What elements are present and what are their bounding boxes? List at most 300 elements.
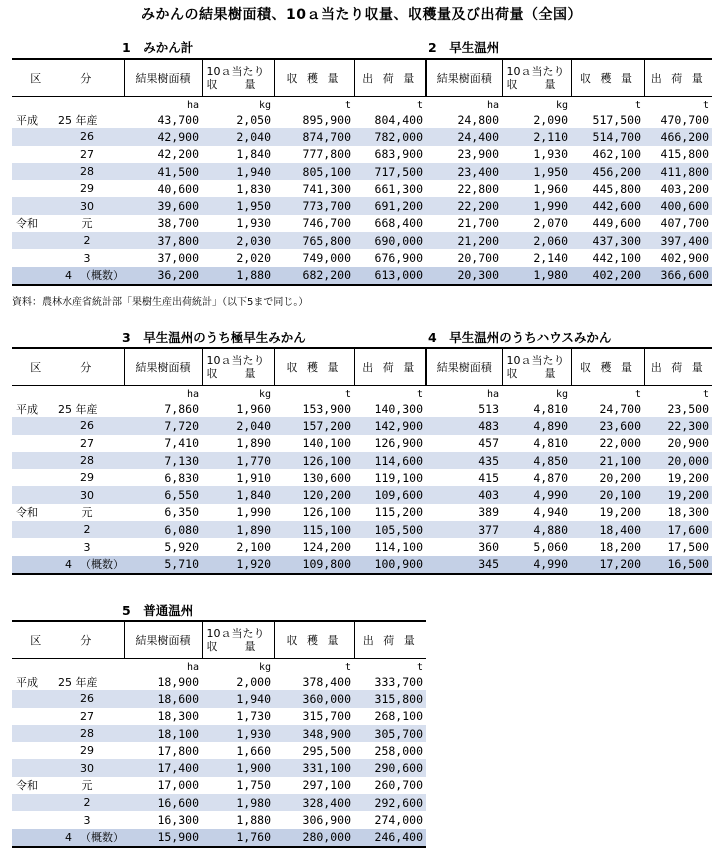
- row-label-suffix: 年産: [75, 675, 98, 689]
- unit-cell: t: [344, 662, 351, 673]
- table-row: [12, 556, 712, 574]
- row-label-era: 令和: [16, 217, 38, 231]
- data-cell: 124,200: [302, 540, 351, 555]
- data-cell: 126,900: [374, 436, 423, 451]
- row-label-number: 2: [83, 523, 91, 537]
- row-label-number: 26: [80, 419, 94, 433]
- data-cell: 109,600: [354, 486, 426, 503]
- table-row: [12, 435, 712, 452]
- data-cell: 20,900: [667, 436, 709, 451]
- data-cell: 348,900: [274, 725, 354, 742]
- data-cell: 773,700: [274, 197, 354, 214]
- row-label: [12, 197, 124, 214]
- data-cell: 328,400: [274, 794, 354, 811]
- data-cell: 668,400: [374, 216, 423, 231]
- data-cell: 40,600: [157, 181, 199, 196]
- header-kubun: 区 分: [12, 59, 124, 97]
- data-cell: 140,300: [374, 401, 423, 416]
- data-cell: 389: [478, 505, 499, 520]
- data-cell: 18,400: [571, 521, 644, 538]
- data-cell: 765,800: [274, 232, 354, 249]
- data-cell: 782,000: [354, 128, 426, 145]
- row-label-number: 30: [80, 761, 94, 775]
- data-cell: 7,410: [164, 436, 199, 451]
- units-label-cell: [12, 97, 124, 112]
- unit-cell: kg: [258, 100, 271, 111]
- data-cell: 397,400: [644, 232, 712, 249]
- data-cell: 119,100: [374, 470, 423, 485]
- units-label-cell: [12, 659, 124, 674]
- data-cell: 2,020: [236, 251, 271, 266]
- table-header-row: [12, 348, 712, 386]
- header-harvest: 収 穫 量: [274, 59, 354, 97]
- row-label: [12, 146, 124, 163]
- data-cell: 126,100: [274, 452, 354, 469]
- data-cell: 126,100: [302, 505, 351, 520]
- page-title: みかんの結果樹面積、10ａ当たり収量、収穫量及び出荷量（全国）: [141, 7, 582, 23]
- data-cell: 18,300: [157, 709, 199, 724]
- table-row: [12, 400, 712, 417]
- data-cell: 37,800: [124, 232, 202, 249]
- row-label-number: 3: [83, 540, 91, 554]
- data-cell: 268,100: [374, 709, 423, 724]
- row-label-era: 平成: [16, 675, 38, 689]
- data-cell: 260,700: [374, 778, 423, 793]
- unit-cell: ha: [186, 100, 199, 111]
- data-cell: 466,200: [644, 128, 712, 145]
- data-cell: 115,200: [374, 505, 423, 520]
- row-label: [12, 452, 124, 469]
- data-cell: 1,880: [202, 267, 274, 285]
- data-cell: 415,800: [660, 147, 709, 162]
- data-cell: 2,040: [202, 417, 274, 434]
- data-cell: 613,000: [354, 267, 426, 285]
- table-row: [12, 197, 712, 214]
- header-area: 結果樹面積: [124, 621, 202, 659]
- data-cell: 690,000: [354, 232, 426, 249]
- data-cell: 4,990: [502, 556, 571, 574]
- data-cell: 18,900: [157, 674, 199, 689]
- data-cell: 1,840: [236, 147, 271, 162]
- data-cell: 415: [478, 470, 499, 485]
- header-harvest: 収 穫 量: [571, 348, 644, 386]
- data-cell: 2,060: [502, 232, 571, 249]
- data-cell: 2,050: [236, 112, 271, 127]
- data-cell: 2,090: [533, 112, 568, 127]
- data-cell: 39,600: [124, 197, 202, 214]
- header-kubun: 区 分: [12, 348, 124, 386]
- data-cell: 18,600: [124, 690, 202, 707]
- row-label: [12, 469, 124, 486]
- header-yield: 10ａ当たり 収 量: [202, 348, 274, 386]
- header-shipment: 出 荷 量: [644, 348, 712, 386]
- section-heading-3: 3 早生温州のうち極早生みかん: [122, 330, 306, 345]
- row-label: [12, 708, 124, 725]
- unit-cell: ha: [486, 389, 499, 400]
- data-cell: 21,200: [426, 232, 502, 249]
- unit-cell: t: [344, 100, 351, 111]
- row-label: [12, 249, 124, 266]
- data-cell: 22,200: [426, 197, 502, 214]
- row-label-number: 25: [58, 113, 72, 127]
- unit-cell: t: [416, 662, 423, 673]
- data-cell: 19,200: [644, 486, 712, 503]
- data-cell: 682,200: [274, 267, 354, 285]
- data-cell: 19,200: [667, 470, 709, 485]
- data-cell: 749,000: [302, 251, 351, 266]
- row-label: [12, 400, 124, 417]
- data-cell: 513: [478, 401, 499, 416]
- table-row: [12, 811, 426, 828]
- data-cell: 130,600: [302, 470, 351, 485]
- table-row: [12, 249, 712, 266]
- data-cell: 292,600: [354, 794, 426, 811]
- data-cell: 290,600: [354, 759, 426, 776]
- table-header-row: [12, 59, 712, 97]
- data-cell: 6,830: [164, 470, 199, 485]
- data-cell: 22,000: [599, 436, 641, 451]
- row-label-number: 26: [80, 130, 94, 144]
- data-cell: 517,500: [592, 112, 641, 127]
- data-cell: 142,900: [354, 417, 426, 434]
- row-label: [12, 128, 124, 145]
- table-section-5: [12, 620, 426, 848]
- data-cell: 20,000: [644, 452, 712, 469]
- data-cell: 23,600: [571, 417, 644, 434]
- table-row: [12, 232, 712, 249]
- data-cell: 1,830: [236, 181, 271, 196]
- data-cell: 4,870: [533, 470, 568, 485]
- data-cell: 403: [426, 486, 502, 503]
- data-cell: 1,840: [202, 486, 274, 503]
- table-row: [12, 725, 426, 742]
- data-cell: 37,000: [157, 251, 199, 266]
- row-label: [12, 690, 124, 707]
- data-cell: 378,400: [302, 674, 351, 689]
- data-cell: 741,300: [302, 181, 351, 196]
- data-cell: 1,930: [533, 147, 568, 162]
- unit-cell: t: [634, 100, 641, 111]
- data-cell: 21,100: [571, 452, 644, 469]
- table-row: [12, 673, 426, 690]
- data-cell: 42,200: [157, 147, 199, 162]
- data-cell: 23,500: [667, 401, 709, 416]
- table-row: [12, 267, 712, 285]
- unit-cell: kg: [258, 662, 271, 673]
- data-cell: 157,200: [274, 417, 354, 434]
- data-cell: 400,600: [644, 197, 712, 214]
- table-row: [12, 215, 712, 232]
- data-cell: 120,200: [274, 486, 354, 503]
- row-label-era: 令和: [16, 779, 38, 793]
- unit-cell: t: [702, 389, 709, 400]
- header-area: 結果樹面積: [124, 348, 202, 386]
- row-label-number: 29: [80, 744, 94, 758]
- data-cell: 1,900: [202, 759, 274, 776]
- data-cell: 437,300: [571, 232, 644, 249]
- unit-cell: kg: [555, 389, 568, 400]
- data-cell: 100,900: [354, 556, 426, 574]
- data-cell: 804,400: [374, 112, 423, 127]
- data-cell: 449,600: [592, 216, 641, 231]
- data-cell: 457: [478, 436, 499, 451]
- header-shipment: 出 荷 量: [644, 59, 712, 97]
- row-label-number: 元: [81, 779, 93, 793]
- data-cell: 2,040: [202, 128, 274, 145]
- data-cell: 1,960: [236, 401, 271, 416]
- row-label: [12, 673, 124, 690]
- data-cell: 360: [478, 540, 499, 555]
- data-cell: 1,770: [202, 452, 274, 469]
- data-cell: 4,940: [533, 505, 568, 520]
- row-label-number: 29: [80, 471, 94, 485]
- data-cell: 407,700: [660, 216, 709, 231]
- row-label-era: 平成: [16, 113, 38, 127]
- data-cell: 483: [426, 417, 502, 434]
- units-row: [12, 97, 712, 112]
- table-row: [12, 742, 426, 759]
- header-harvest: 収 穫 量: [274, 621, 354, 659]
- data-cell: 17,400: [124, 759, 202, 776]
- data-cell: 24,400: [426, 128, 502, 145]
- header-yield: 10ａ当たり 収 量: [202, 59, 274, 97]
- data-cell: 115,100: [274, 521, 354, 538]
- data-cell: 1,990: [236, 505, 271, 520]
- data-cell: 17,200: [571, 556, 644, 574]
- data-cell: 1,960: [533, 181, 568, 196]
- table-header-row: [12, 621, 426, 659]
- data-cell: 258,000: [374, 743, 423, 758]
- units-row: [12, 659, 426, 674]
- data-cell: 4,880: [502, 521, 571, 538]
- row-label-number: 29: [80, 182, 94, 196]
- data-cell: 676,900: [374, 251, 423, 266]
- data-cell: 1,890: [236, 436, 271, 451]
- data-cell: 1,950: [502, 163, 571, 180]
- data-cell: 402,900: [660, 251, 709, 266]
- table-row: [12, 690, 426, 707]
- data-cell: 105,500: [354, 521, 426, 538]
- data-cell: 1,880: [236, 813, 271, 828]
- row-label-number: 2: [83, 234, 91, 248]
- data-cell: 4,850: [502, 452, 571, 469]
- data-cell: 360,000: [274, 690, 354, 707]
- table-sections-1-2: [12, 58, 712, 286]
- data-cell: 345: [426, 556, 502, 574]
- table-row: [12, 777, 426, 794]
- row-label: [12, 538, 124, 555]
- table-row: [12, 708, 426, 725]
- data-cell: 22,300: [644, 417, 712, 434]
- row-label-number: 4: [65, 269, 72, 283]
- row-label-number: 26: [80, 692, 94, 706]
- row-label: [12, 215, 124, 232]
- data-cell: 114,600: [354, 452, 426, 469]
- row-label-number: 30: [80, 199, 94, 213]
- data-cell: 246,400: [354, 829, 426, 847]
- data-cell: 17,000: [157, 778, 199, 793]
- data-cell: 274,000: [374, 813, 423, 828]
- data-cell: 2,070: [533, 216, 568, 231]
- data-cell: 1,940: [202, 690, 274, 707]
- data-cell: 1,910: [236, 470, 271, 485]
- section-heading-2: 2 早生温州: [428, 40, 500, 55]
- row-label: [12, 794, 124, 811]
- data-cell: 683,900: [374, 147, 423, 162]
- data-cell: 1,920: [202, 556, 274, 574]
- row-label-note: （概数）: [80, 831, 124, 845]
- table-row: [12, 452, 712, 469]
- data-cell: 2,000: [236, 674, 271, 689]
- data-cell: 746,700: [302, 216, 351, 231]
- row-label-number: 4: [65, 558, 72, 572]
- data-cell: 470,700: [660, 112, 709, 127]
- data-cell: 6,350: [164, 505, 199, 520]
- data-cell: 874,700: [274, 128, 354, 145]
- data-cell: 366,600: [644, 267, 712, 285]
- data-cell: 402,200: [571, 267, 644, 285]
- data-cell: 42,900: [124, 128, 202, 145]
- row-label: [12, 232, 124, 249]
- data-cell: 2,140: [533, 251, 568, 266]
- data-cell: 2,110: [502, 128, 571, 145]
- data-cell: 16,600: [124, 794, 202, 811]
- row-label: [12, 811, 124, 828]
- row-label: [12, 725, 124, 742]
- unit-cell: t: [416, 100, 423, 111]
- data-cell: 109,800: [274, 556, 354, 574]
- data-cell: 6,080: [124, 521, 202, 538]
- table-row: [12, 469, 712, 486]
- unit-cell: ha: [186, 662, 199, 673]
- row-label: [12, 417, 124, 434]
- row-label-note: （概数）: [80, 269, 124, 283]
- data-cell: 456,200: [571, 163, 644, 180]
- data-cell: 17,800: [157, 743, 199, 758]
- table-row: [12, 128, 712, 145]
- data-cell: 306,900: [302, 813, 351, 828]
- header-kubun: 区 分: [12, 621, 124, 659]
- data-cell: 411,800: [644, 163, 712, 180]
- section-heading-5: 5 普通温州: [122, 603, 194, 618]
- row-label: [12, 267, 124, 285]
- data-cell: 1,930: [202, 725, 274, 742]
- row-label: [12, 180, 124, 197]
- row-label: [12, 759, 124, 776]
- source-note: 資料：農林水産省統計部「果樹生産出荷統計」（以下5まで同じ。）: [12, 297, 309, 308]
- row-label-suffix: 年産: [75, 402, 98, 416]
- data-cell: 514,700: [571, 128, 644, 145]
- data-cell: 20,200: [599, 470, 641, 485]
- data-cell: 22,800: [457, 181, 499, 196]
- row-label-number: 30: [80, 488, 94, 502]
- row-label-number: 元: [81, 217, 93, 231]
- data-cell: 38,700: [157, 216, 199, 231]
- unit-cell: t: [634, 389, 641, 400]
- data-cell: 2,030: [202, 232, 274, 249]
- data-cell: 7,720: [124, 417, 202, 434]
- data-cell: 805,100: [274, 163, 354, 180]
- data-cell: 717,500: [354, 163, 426, 180]
- data-cell: 18,200: [599, 540, 641, 555]
- data-cell: 295,500: [302, 743, 351, 758]
- row-label: [12, 829, 124, 847]
- data-cell: 6,550: [124, 486, 202, 503]
- row-label-number: 28: [80, 454, 94, 468]
- row-label: [12, 504, 124, 521]
- header-area: 結果樹面積: [426, 348, 502, 386]
- table-row: [12, 794, 426, 811]
- data-cell: 377: [426, 521, 502, 538]
- data-cell: 24,700: [599, 401, 641, 416]
- table-row: [12, 146, 712, 163]
- data-cell: 1,890: [202, 521, 274, 538]
- header-area: 結果樹面積: [124, 59, 202, 97]
- row-label-number: 2: [83, 796, 91, 810]
- units-row: [12, 386, 712, 401]
- data-cell: 1,730: [236, 709, 271, 724]
- data-cell: 315,800: [354, 690, 426, 707]
- row-label-era: 令和: [16, 506, 38, 520]
- data-cell: 114,100: [374, 540, 423, 555]
- header-yield: 10ａ当たり 収 量: [502, 59, 571, 97]
- header-shipment: 出 荷 量: [354, 348, 426, 386]
- table-row: [12, 163, 712, 180]
- header-harvest: 収 穫 量: [274, 348, 354, 386]
- data-cell: 7,860: [164, 401, 199, 416]
- data-cell: 5,920: [164, 540, 199, 555]
- row-label-number: 27: [80, 147, 94, 161]
- data-cell: 280,000: [274, 829, 354, 847]
- data-cell: 20,100: [571, 486, 644, 503]
- row-label-number: 25: [58, 402, 72, 416]
- data-cell: 462,100: [592, 147, 641, 162]
- data-cell: 23,400: [426, 163, 502, 180]
- data-cell: 16,500: [644, 556, 712, 574]
- data-cell: 1,750: [236, 778, 271, 793]
- data-cell: 17,500: [667, 540, 709, 555]
- data-cell: 442,600: [571, 197, 644, 214]
- data-cell: 661,300: [374, 181, 423, 196]
- table-row: [12, 538, 712, 555]
- data-cell: 20,700: [457, 251, 499, 266]
- unit-cell: t: [702, 100, 709, 111]
- row-label-number: 27: [80, 709, 94, 723]
- row-label-number: 3: [83, 251, 91, 265]
- row-label: [12, 521, 124, 538]
- row-label: [12, 486, 124, 503]
- unit-cell: t: [416, 389, 423, 400]
- data-cell: 403,200: [660, 181, 709, 196]
- data-cell: 24,800: [457, 112, 499, 127]
- table-row: [12, 759, 426, 776]
- data-cell: 331,100: [274, 759, 354, 776]
- data-cell: 7,130: [124, 452, 202, 469]
- data-cell: 1,940: [202, 163, 274, 180]
- data-cell: 297,100: [302, 778, 351, 793]
- data-cell: 19,200: [599, 505, 641, 520]
- data-cell: 1,760: [202, 829, 274, 847]
- data-cell: 1,660: [236, 743, 271, 758]
- row-label: [12, 777, 124, 794]
- unit-cell: ha: [186, 389, 199, 400]
- units-label-cell: [12, 386, 124, 401]
- data-cell: 41,500: [124, 163, 202, 180]
- row-label: [12, 556, 124, 574]
- header-yield: 10ａ当たり 収 量: [502, 348, 571, 386]
- data-cell: 21,700: [457, 216, 499, 231]
- header-yield: 10ａ当たり 収 量: [202, 621, 274, 659]
